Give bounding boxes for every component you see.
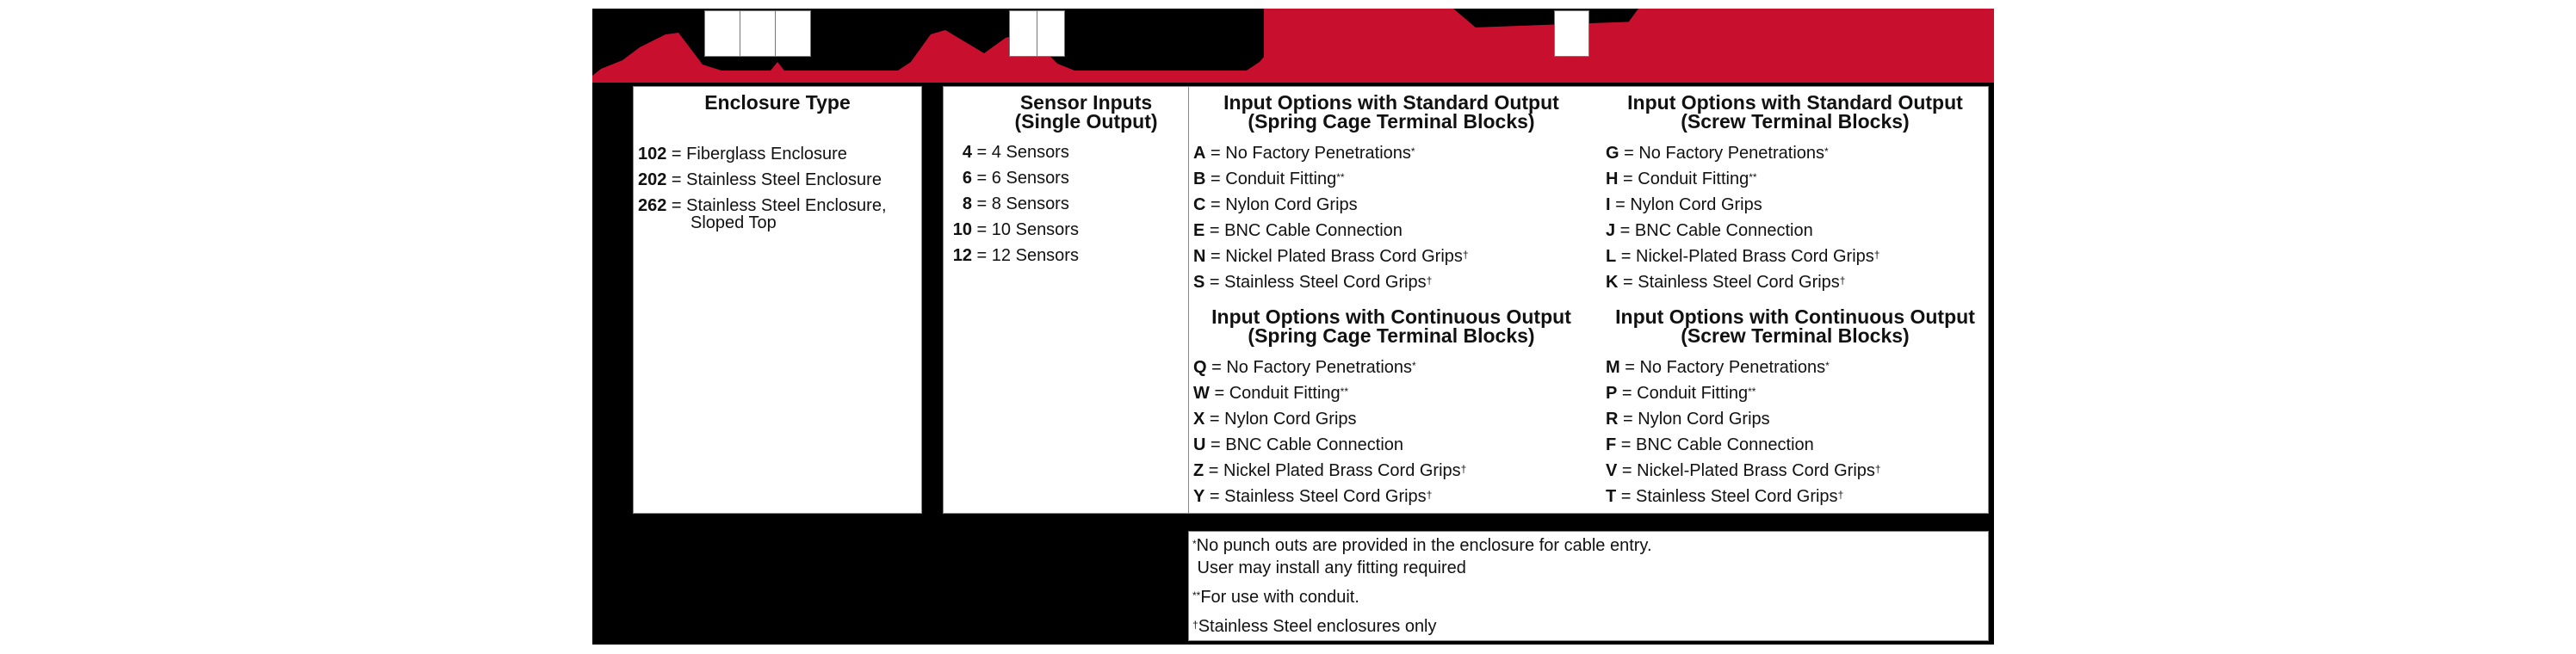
option-item: Z = Nickel Plated Brass Cord Grips†	[1193, 461, 1467, 480]
option-item: R = Nylon Cord Grips	[1606, 410, 1770, 429]
footnote-no-penetrations: *No punch outs are provided in the enclosure for cable entry.	[1192, 536, 1652, 555]
footnote-conduit: **For use with conduit.	[1192, 588, 1359, 607]
enclosure-code-box-2	[740, 10, 776, 57]
sensor-item: 6 = 6 Sensors	[962, 169, 1069, 188]
option-item: F = BNC Cable Connection	[1606, 435, 1814, 454]
enclosure-code-box-3	[775, 10, 811, 57]
sensor-inputs-panel	[943, 86, 1229, 514]
footnotes-panel	[1188, 531, 1989, 641]
option-item: L = Nickel-Plated Brass Cord Grips†	[1606, 247, 1880, 266]
sensor-item: 10 = 10 Sensors	[952, 220, 1079, 239]
sensor-code-box-2	[1037, 10, 1065, 57]
option-item: C = Nylon Cord Grips	[1193, 195, 1358, 214]
sensor-item: 8 = 8 Sensors	[962, 194, 1069, 213]
option-item: S = Stainless Steel Cord Grips†	[1193, 273, 1433, 292]
footnote-stainless-only: †Stainless Steel enclosures only	[1192, 617, 1437, 636]
sensor-code-box-1	[1009, 10, 1037, 57]
option-item: J = BNC Cable Connection	[1606, 221, 1813, 240]
option-item: W = Conduit Fitting**	[1193, 384, 1348, 403]
enclosure-item: 262 = Stainless Steel Enclosure,	[638, 196, 887, 215]
input-option-code-box	[1554, 10, 1589, 57]
sensor-item: 12 = 12 Sensors	[952, 246, 1079, 265]
option-item: U = BNC Cable Connection	[1193, 435, 1404, 454]
standard-spring-section: Input Options with Standard Output (Spring Cage Terminal Blocks) A = No Factory Penetrations* B = Conduit Fitting** C = Nylon Cord Grips E = BNC Cable Connection N = Nickel Plated Brass Cord Grips† S = Stainless Steel Cord Grips†	[1193, 93, 1594, 295]
option-item: A = No Factory Penetrations*	[1193, 144, 1415, 163]
option-item: P = Conduit Fitting**	[1606, 384, 1756, 403]
option-item: V = Nickel-Plated Brass Cord Grips†	[1606, 461, 1881, 480]
input-options-panel	[1188, 86, 1989, 514]
option-item: Y = Stainless Steel Cord Grips†	[1193, 487, 1433, 506]
option-item: I = Nylon Cord Grips	[1606, 195, 1762, 214]
option-item: B = Conduit Fitting**	[1193, 170, 1345, 188]
continuous-spring-section: Input Options with Continuous Output (Spring Cage Terminal Blocks) Q = No Factory Penetrations* W = Conduit Fitting** X = Nylon Cord Grips U = BNC Cable Connection Z = Nickel Plated Brass Cord Grips† Y = Stainless Steel Cord Grips†	[1193, 307, 1594, 509]
enclosure-code-box-1	[704, 10, 740, 57]
option-item: G = No Factory Penetrations*	[1606, 144, 1829, 163]
option-item: E = BNC Cable Connection	[1193, 221, 1403, 240]
option-item: X = Nylon Cord Grips	[1193, 410, 1357, 429]
sensor-item: 4 = 4 Sensors	[962, 143, 1069, 162]
option-item: T = Stainless Steel Cord Grips†	[1606, 487, 1844, 506]
enclosure-item: 102 = Fiberglass Enclosure	[638, 145, 847, 164]
sensor-inputs-title: Sensor Inputs (Single Output)	[1014, 91, 1158, 133]
option-item: H = Conduit Fitting**	[1606, 170, 1757, 188]
enclosure-item: 202 = Stainless Steel Enclosure	[638, 170, 882, 189]
ordering-guide-frame	[592, 9, 1994, 645]
standard-screw-section: Input Options with Standard Output (Screw Terminal Blocks) G = No Factory Penetrations* H = Conduit Fitting** I = Nylon Cord Grips J = BNC Cable Connection L = Nickel-Plated Brass Cord Grips† K = Stainless Steel Cord Grips†	[1606, 93, 1985, 295]
footnote-no-penetrations-cont: User may install any fitting required	[1192, 558, 1466, 577]
option-item: Q = No Factory Penetrations*	[1193, 358, 1416, 377]
enclosure-type-title: Enclosure Type	[704, 91, 851, 114]
option-item: K = Stainless Steel Cord Grips†	[1606, 273, 1846, 292]
enclosure-item-continuation: Sloped Top	[690, 213, 777, 232]
option-item: M = No Factory Penetrations*	[1606, 358, 1830, 377]
enclosure-type-panel	[633, 86, 922, 514]
continuous-screw-section: Input Options with Continuous Output (Screw Terminal Blocks) M = No Factory Penetrations* P = Conduit Fitting** R = Nylon Cord Grips F = BNC Cable Connection V = Nickel-Plated Brass Cord Grips† T = Stainless Steel Cord Grips†	[1606, 307, 1985, 509]
option-item: N = Nickel Plated Brass Cord Grips†	[1193, 247, 1469, 266]
